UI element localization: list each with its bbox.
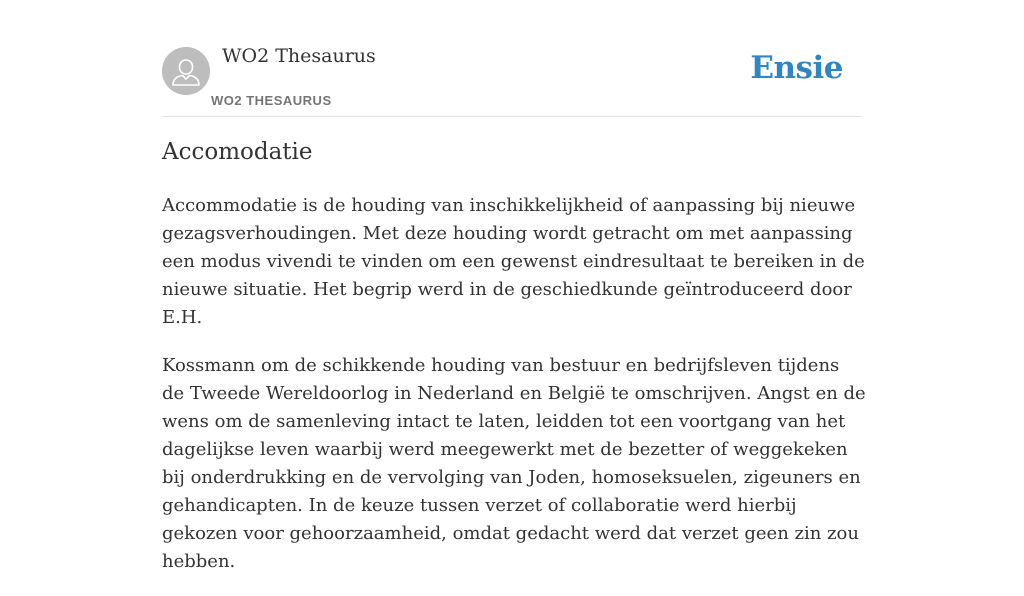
page-header	[162, 0, 862, 117]
page-title: Accomodatie	[162, 139, 313, 165]
author-handle[interactable]: WO2 THESAURUS	[211, 93, 332, 108]
paragraph: Kossmann om de schikkende houding van bestuur en bedrijfsleven tijdens de Tweede Wereldoorlog in Nederland en België te omschrijven. Angst en de wens om de samenleving intact te laten, leidden tot een voortgang van het dagelijkse leven waarbij werd meegewerkt met de bezetter of weggekeken bij onderdrukking en de vervolging van Joden, homoseksuelen, zigeuners en gehandicapten. In de keuze tussen verzet of collaboratie werd hierbij gekozen voor gehoorzaamheid, omdat gedacht werd dat verzet geen zin zou hebben.	[162, 355, 866, 572]
author-name[interactable]: WO2 Thesaurus	[222, 45, 376, 67]
article-body	[162, 192, 866, 596]
paragraph: Accommodatie is de houding van inschikkelijkheid of aanpassing bij nieuwe gezagsverhoudingen. Met deze houding wordt getracht om met aanpassing een modus vivendi te vinden om een gewenst eindresultaat te bereiken in de nieuwe situatie. Het begrip werd in de geschiedkunde geïntroduceerd door E.H.	[162, 195, 865, 328]
brand-logo[interactable]: Ensie	[750, 50, 843, 86]
user-avatar-icon[interactable]	[162, 47, 210, 95]
